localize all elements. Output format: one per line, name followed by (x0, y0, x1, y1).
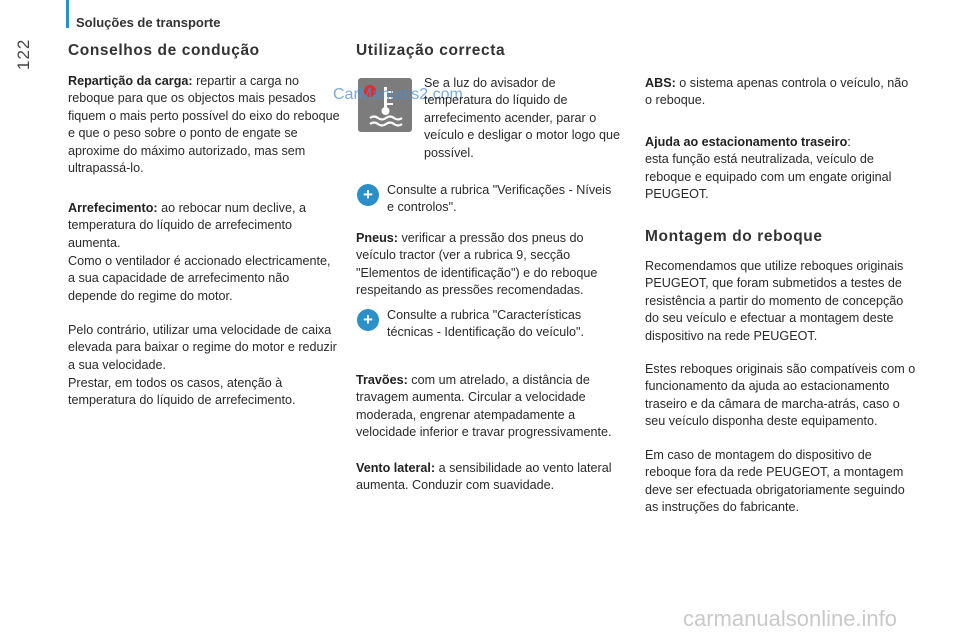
text-reparticao: repartir a carga no reboque para que os objectos mais pesados fiquem o mais perto possível do eixo do reboque e que o peso sobre o ponto de engate se aproxime do máximo autorizado, mas sem ultrapassá-lo. (68, 74, 340, 176)
paragraph-consulte-verificacoes: Consulte a rubrica "Verificações - Níveis e controlos". (387, 183, 612, 215)
paragraph-estes: Estes reboques originais são compatíveis com o funcionamento da ajuda ao estacionamento traseiro e da câmara de marcha-atrás, caso o seu veículo disponha deste equipamento. (645, 362, 916, 429)
label-arrefecimento: Arrefecimento: (68, 201, 158, 215)
paragraph-travoes (356, 372, 631, 442)
paragraph-abs (645, 75, 915, 110)
paragraph-recomendamos: Recomendamos que utilize reboques originais PEUGEOT, que foram submetidos a testes de resistência a partir do momento de concepção do seu veículo e efectuar a montagem deste dispositivo na rede PEUGEOT. (645, 259, 904, 343)
label-pneus: Pneus: (356, 231, 398, 245)
label-abs: ABS: (645, 76, 676, 90)
page-number: 122 (14, 38, 33, 70)
paragraph-em-caso: Em caso de montagem do dispositivo de reboque fora da rede PEUGEOT, a montagem deve ser efectuada obrigatoriamente seguindo as instruções do fabricante. (645, 448, 905, 515)
watermark-footer: carmanualsonline.info (683, 606, 898, 631)
watermark-carmanuals: CarManuals2.com (333, 86, 463, 103)
paragraph-arrefecimento (68, 200, 338, 252)
text-travoes: com um atrelado, a distância de travagem aumenta. Circular a velocidade moderada, engrenar atempadamente a velocidade inferior e travar progressivamente. (356, 373, 612, 440)
label-ajuda: Ajuda ao estacionamento traseiro (645, 135, 848, 149)
paragraph-pneus (356, 230, 626, 300)
paragraph-ajuda: Ajuda ao estacionamento traseiro: esta função está neutralizada, veículo de reboque e equipado com um engate original PEUGEOT. (645, 135, 892, 202)
paragraph-consulte-caracteristicas: Consulte a rubrica "Características técnicas - Identificação do veículo". (387, 308, 584, 340)
label-travoes: Travões: (356, 373, 408, 387)
heading-conselhos: Conselhos de condução (68, 42, 260, 59)
plus-info-icon: + (357, 184, 379, 206)
paragraph-temp-warning: Se a luz do avisador de temperatura do líquido de arrefecimento acender, parar o veículo e desligar o motor logo que possível. (424, 76, 621, 160)
paragraph-ventilador: Como o ventilador é accionado electricamente, a sua capacidade de arrefecimento não depende do regime do motor. (68, 254, 331, 303)
paragraph-prestar: Prestar, em todos os casos, atenção à temperatura do líquido de arrefecimento. (68, 376, 296, 408)
label-reparticao: Repartição da carga: (68, 74, 193, 88)
paragraph-vento (356, 460, 631, 495)
header-accent-bar (66, 0, 69, 28)
section-title: Soluções de transporte (76, 15, 221, 30)
text-abs: o sistema apenas controla o veículo, não o reboque. (645, 76, 909, 108)
heading-utilizacao: Utilização correcta (356, 42, 506, 59)
text-ajuda: esta função está neutralizada, veículo de reboque e equipado com um engate original PEUGEOT. (645, 152, 892, 202)
label-vento: Vento lateral: (356, 461, 436, 475)
heading-montagem: Montagem do reboque (645, 228, 823, 245)
plus-info-icon: + (357, 309, 379, 331)
paragraph-reparticao (68, 73, 343, 177)
text-arrefecimento: ao rebocar num declive, a temperatura do líquido de arrefecimento aumenta. (68, 201, 306, 250)
paragraph-contrario: Pelo contrário, utilizar uma velocidade de caixa elevada para baixar o regime do motor e reduzir a sua velocidade. (68, 323, 337, 372)
text-vento: a sensibilidade ao vento lateral aumenta. Conduzir com suavidade. (356, 461, 612, 493)
text-pneus: verificar a pressão dos pneus do veículo tractor (ver a rubrica 9, secção "Elementos de identificação") e do reboque respeitando as pressões recomendadas. (356, 231, 598, 298)
